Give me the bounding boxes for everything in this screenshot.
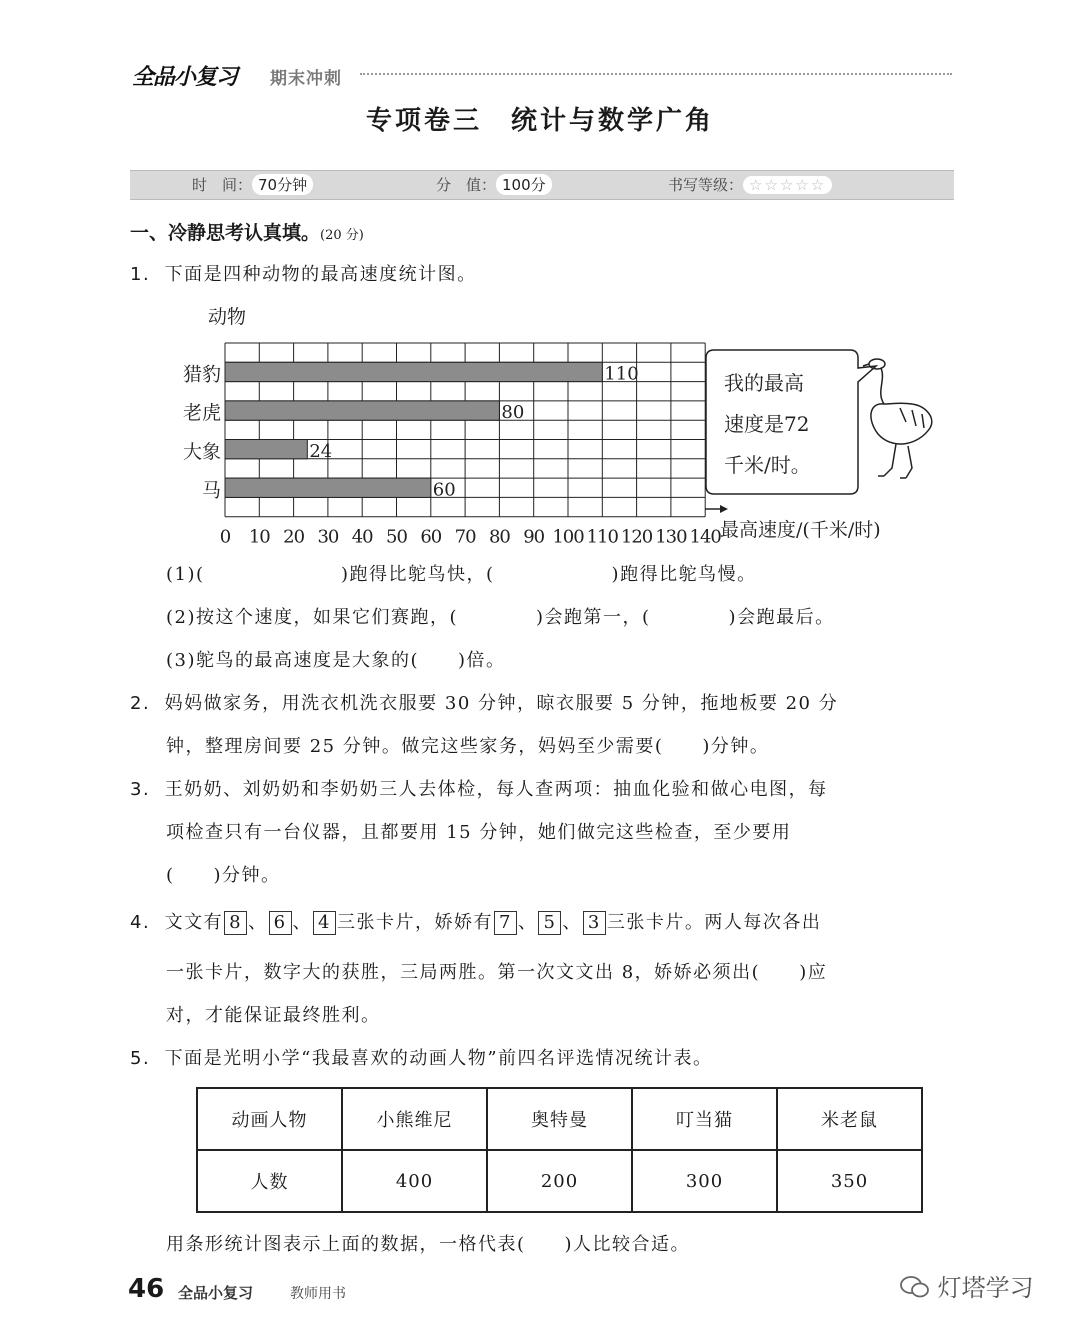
separator: 、: [248, 912, 268, 933]
table-header-cell: 动画人物: [197, 1088, 342, 1150]
brand-subtitle: 期末冲刺: [270, 69, 342, 89]
x-tick-label: 80: [488, 526, 510, 548]
x-tick-label: 140: [689, 526, 721, 548]
x-axis-title: 最高速度/(千米/时): [720, 519, 881, 541]
writing-info: [668, 174, 832, 195]
question-2: [130, 689, 838, 715]
question-5: [130, 1044, 713, 1070]
x-tick-label: 100: [552, 526, 584, 548]
table-header-row: [197, 1088, 922, 1150]
question-2-line-2: 钟，整理房间要 25 分钟。做完这些家务，妈妈至少需要( )分钟。: [166, 736, 770, 757]
category-label: 马: [201, 479, 221, 502]
question-1-part-3: (3)鸵鸟的最高速度是大象的( )倍。: [166, 650, 506, 671]
category-label: 大象: [182, 440, 221, 463]
wechat-icon: [900, 1275, 930, 1299]
x-tick-label: 0: [219, 526, 231, 548]
footer-subtitle: 教师用书: [290, 1286, 346, 1302]
question-1-part-1: (1)( )跑得比鸵鸟快，( )跑得比鸵鸟慢。: [166, 564, 757, 585]
x-tick-label: 30: [317, 526, 339, 548]
category-labels: [183, 364, 221, 502]
question-number: 5.: [130, 1048, 151, 1069]
watermark: [900, 1268, 1034, 1303]
separator: 、: [562, 912, 582, 933]
question-4-line-2: 一张卡片，数字大的获胜，三局两胜。第一次文文出 8，娇娇必须出( )应: [166, 962, 828, 983]
time-info: [192, 174, 313, 195]
x-axis-arrowhead: [720, 505, 728, 513]
bar-value-label: 80: [501, 402, 525, 424]
table-cell: 200: [487, 1150, 632, 1212]
question-3-line-2: 项检查只有一台仪器，且都要用 15 分钟，她们做完这些检查，至少要用: [166, 822, 792, 843]
table-header-cell: 小熊维尼: [342, 1088, 487, 1150]
section-title: 一、冷静思考认真填。: [130, 222, 321, 244]
x-tick-label: 110: [586, 526, 618, 548]
bar-老虎: [225, 401, 499, 420]
separator: 、: [517, 912, 538, 933]
question-1: [130, 260, 477, 286]
ostrich-icon: [863, 359, 932, 478]
score-value: 100分: [496, 174, 552, 195]
y-axis-title: 动物: [208, 306, 247, 328]
x-tick-label: 60: [420, 526, 442, 548]
question-number: 4.: [130, 912, 151, 933]
table-header-cell: 米老鼠: [777, 1088, 922, 1150]
question-5-followup: 用条形统计图表示上面的数据，一格代表( )人比较合适。: [166, 1234, 691, 1255]
table-cell: 400: [342, 1150, 487, 1212]
jiao-card: 5: [538, 911, 561, 935]
header-divider: [360, 73, 952, 75]
table-header-cell: 奥特曼: [487, 1088, 632, 1150]
bar-猎豹: [225, 362, 602, 381]
ostrich-speech-bubble: [700, 348, 950, 500]
question-text: 王奶奶、刘奶奶和李奶奶三人去体检，每人查两项：抽血化验和做心电图，每: [164, 779, 828, 800]
section-heading: [130, 218, 364, 245]
time-value: 70分钟: [252, 174, 313, 195]
separator: 、: [292, 912, 313, 933]
writing-label: 书写等级：: [668, 176, 744, 194]
question-4-line-3: 对，才能保证最终胜利。: [166, 1005, 381, 1026]
wen-card: 6: [269, 911, 292, 935]
x-tick-label: 20: [283, 526, 305, 548]
question-text: 文文有: [164, 912, 224, 933]
wen-card: 8: [224, 911, 247, 935]
jiao-card: 3: [583, 911, 606, 935]
category-label: 猎豹: [182, 363, 221, 386]
time-label: 时 间：: [192, 176, 253, 194]
question-3: [130, 775, 828, 801]
x-tick-label: 50: [386, 526, 407, 548]
bar-大象: [225, 440, 307, 459]
page-title: 专项卷三 统计与数学广角: [365, 106, 714, 136]
question-number: 1.: [130, 264, 151, 285]
x-tick-labels: [220, 527, 722, 548]
bar-value-label: 60: [432, 479, 456, 501]
cartoon-vote-table: [196, 1087, 923, 1213]
bar-value-label: 24: [309, 440, 333, 462]
section-points: (20 分): [320, 228, 364, 243]
x-tick-label: 10: [248, 526, 270, 548]
bar-value-label: 110: [604, 363, 639, 385]
chart-bars: [225, 362, 639, 500]
question-3-line-3: ( )分钟。: [166, 865, 281, 886]
table-cell: 350: [777, 1150, 922, 1212]
question-text: 下面是光明小学“我最喜欢的动画人物”前四名评选情况统计表。: [164, 1048, 713, 1069]
bar-马: [225, 478, 431, 497]
bubble-line-1: 我的最高: [724, 371, 804, 395]
table-header-cell: 叮当猫: [632, 1088, 777, 1150]
category-label: 老虎: [182, 402, 221, 425]
bubble-line-3: 千米/时。: [724, 453, 811, 477]
score-label: 分 值：: [436, 176, 497, 194]
question-text: 下面是四种动物的最高速度统计图。: [164, 264, 477, 285]
x-tick-label: 130: [655, 526, 687, 548]
x-tick-label: 120: [620, 526, 653, 548]
wen-card: 4: [313, 911, 336, 935]
brand-logo: 全品小复习: [132, 65, 238, 90]
question-number: 2.: [130, 693, 151, 714]
table-row: [197, 1150, 922, 1212]
page-number: 46: [128, 1274, 165, 1304]
bubble-line-2: 速度是72: [724, 412, 810, 436]
question-number: 3.: [130, 779, 151, 800]
table-cell: 300: [632, 1150, 777, 1212]
info-bar: [130, 170, 954, 200]
question-text: 妈妈做家务，用洗衣机洗衣服要 30 分钟，晾衣服要 5 分钟，拖地板要 20 分: [164, 693, 839, 714]
question-4: [130, 908, 821, 935]
question-text: 三张卡片。两人每次各出: [606, 912, 822, 933]
footer-brand: 全品小复习: [178, 1284, 254, 1302]
question-text: 三张卡片，娇娇有: [337, 912, 493, 933]
x-tick-label: 70: [454, 526, 476, 548]
x-tick-label: 90: [523, 526, 545, 548]
question-1-part-2: (2)按这个速度，如果它们赛跑，( )会跑第一，( )会跑最后。: [166, 607, 835, 628]
table-row-label: 人数: [197, 1150, 342, 1212]
score-info: [436, 174, 552, 195]
jiao-card: 7: [494, 911, 517, 935]
star-rating-icon: ☆☆☆☆☆: [743, 176, 832, 194]
watermark-text: 灯塔学习: [937, 1274, 1034, 1302]
x-tick-label: 40: [351, 526, 373, 548]
